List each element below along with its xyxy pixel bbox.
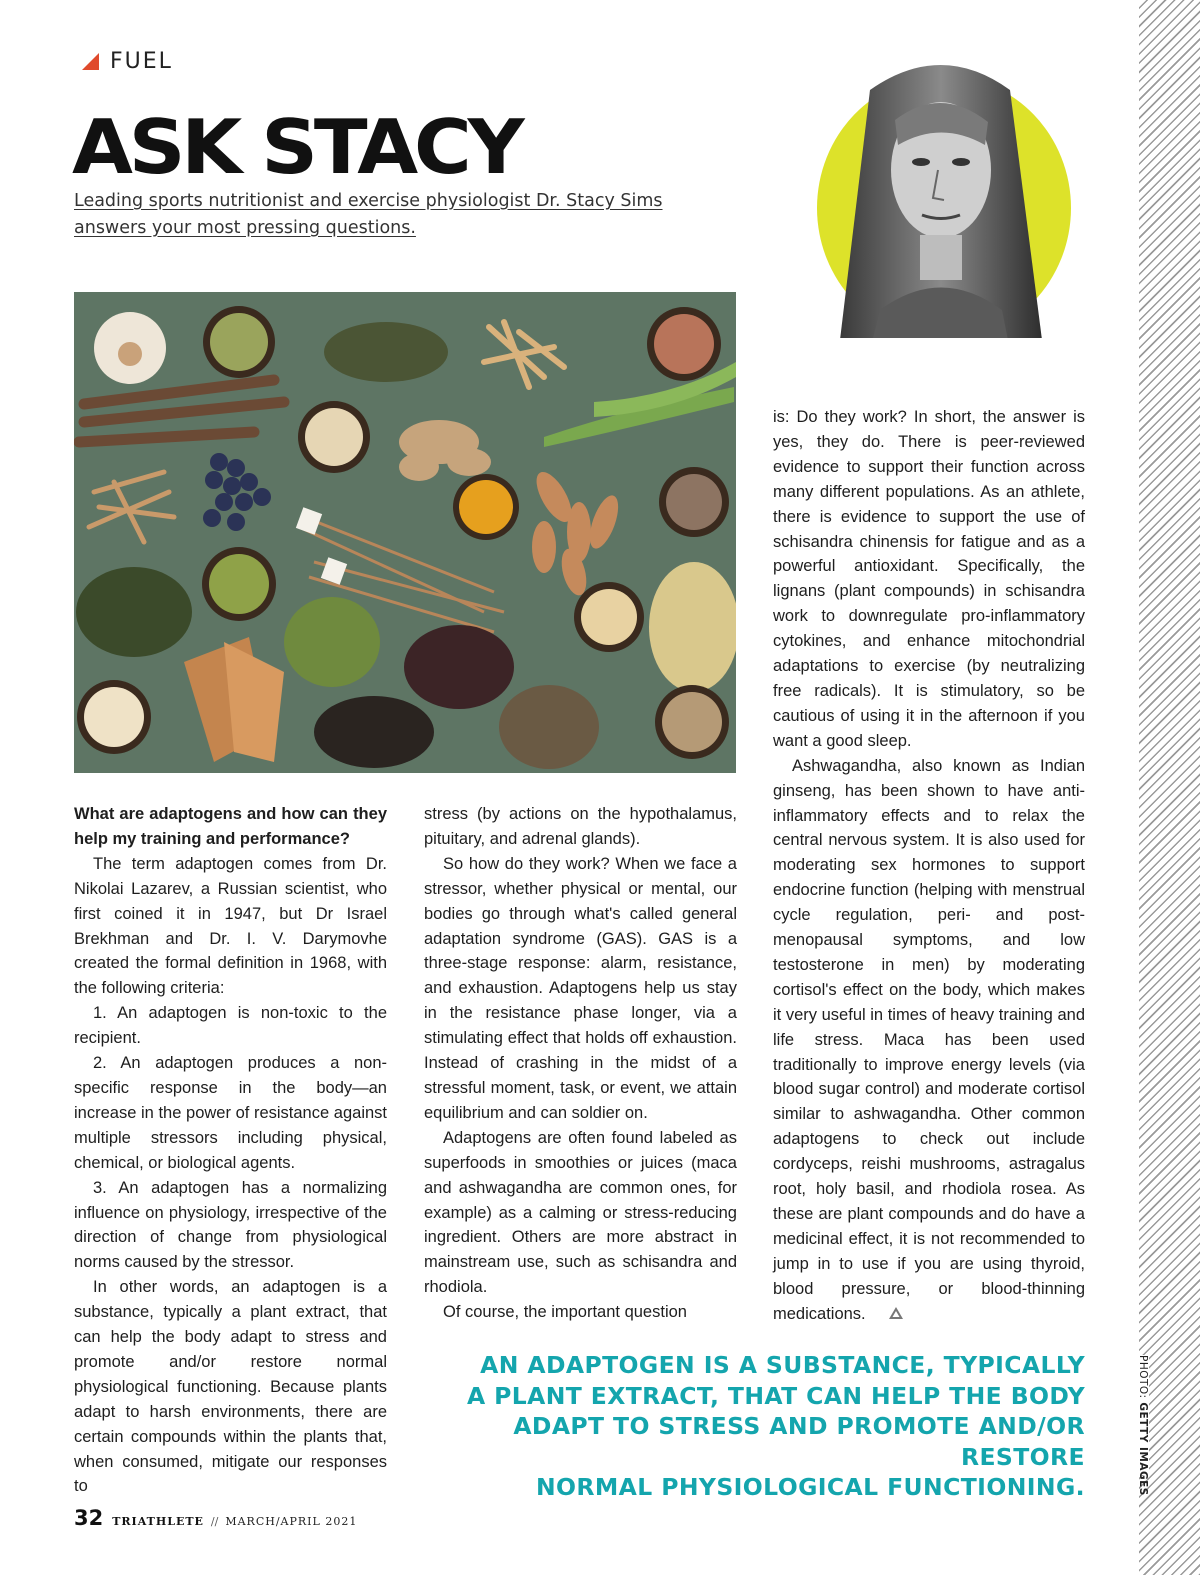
paragraph-text: Ashwagandha, also known as Indian ginseng, has been shown to have anti-inflammatory effects and to relax the central nervous system. It is also used for moderating sex hormones to support endocrine function (helping with menstrual cycle regulation, peri- and post-menopausal symptoms, and low testosterone in men) by moderating cortisol's effect on the body, which makes it very useful in times of heavy training and life stress. Maca has been used traditionally to improve energy levels (via blood sugar control) and moderate cortisol similar to ashwagandha. Other common adaptogens to check out include cordyceps, reishi mushrooms, astragalus root, holy basil, and rhodiola rosea. As these are plant compounds and do have a medicinal effect, it is not recommended to jump in to use if you are using thyroid, blood pressure, or blood-thinning medications. bbox=[773, 756, 1085, 1323]
section-name: FUEL bbox=[110, 49, 173, 74]
pull-quote-line: A PLANT EXTRACT, THAT CAN HELP THE BODY bbox=[466, 1381, 1085, 1410]
section-triangle-icon bbox=[82, 53, 99, 70]
question-heading: What are adaptogens and how can they help my training and performance? bbox=[74, 805, 387, 848]
adaptogen-herbs-photo bbox=[74, 292, 736, 773]
article-column-3 bbox=[773, 405, 1085, 1327]
deck-subtitle: Leading sports nutritionist and exercise physiologist Dr. Stacy Sims answers your most pressing questions. bbox=[74, 191, 663, 238]
paragraph: The term adaptogen comes from Dr. Nikolai Lazarev, a Russian scientist, who first coined it in 1947, but Dr Israel Brekhman and Dr. I. V. Darymovhe created the formal definition in 1968, with the following criteria: bbox=[74, 854, 387, 998]
issue-date: MARCH/APRIL 2021 bbox=[225, 1515, 358, 1528]
paragraph: 3. An adaptogen has a normalizing influence on physiology, irrespective of the direction of change from physiological norms caused by the stressor. bbox=[74, 1178, 387, 1272]
magazine-name: TRIATHLETE bbox=[112, 1515, 204, 1528]
end-mark-icon bbox=[870, 1302, 903, 1327]
page-footer bbox=[74, 1506, 357, 1530]
paragraph: Of course, the important question bbox=[443, 1303, 687, 1322]
pull-quote-line: NORMAL PHYSIOLOGICAL FUNCTIONING. bbox=[535, 1473, 1085, 1501]
paragraph: So how do they work? When we face a stressor, whether physical or mental, our bodies go through what's called general adaptation syndrome (GAS). GAS is a three-stage response: alarm, resistance, and exhaustion. Adaptogens help us stay in the resistance phase longer, via a stimulating effect that holds off exhaustion. Instead of crashing in the midst of a stressful moment, task, or event, we attain equilibrium and can soldier on. bbox=[424, 854, 737, 1122]
author-portrait bbox=[810, 50, 1072, 338]
footer-separator: // bbox=[210, 1515, 219, 1528]
article-column-1 bbox=[74, 802, 387, 1499]
hatched-margin bbox=[1139, 0, 1200, 1575]
paragraph: is: Do they work? In short, the answer is yes, they do. There is peer-reviewed evidence to support their function across many different populations. As an athlete, there is evidence to support the use of schisandra chinensis for fatigue and as a powerful antioxidant. Specifically, the lignans (plant compounds) in schisandra work to downregulate pro-inflammatory cytokines, and enhance mitochondrial adaptations to exercise (by neutralizing free radicals). It is stimulatory, so be cautious of using it in the afternoon if you want a good sleep. bbox=[773, 408, 1085, 750]
photo-credit: PHOTO: GETTY IMAGES bbox=[1131, 1355, 1149, 1475]
page-number: 32 bbox=[74, 1506, 104, 1530]
paragraph: In other words, an adaptogen is a substance, typically a plant extract, that can help the body adapt to stress and promote and/or restore normal physiological functioning. Because plants adapt to harsh environments, there are certain compounds within the plants that, when consumed, mitigate our responses to bbox=[74, 1278, 387, 1496]
paragraph: stress (by actions on the hypothalamus, pituitary, and adrenal glands). bbox=[424, 805, 737, 848]
page-title: ASK STACY bbox=[72, 103, 521, 191]
paragraph: 1. An adaptogen is non-toxic to the recipient. bbox=[74, 1004, 387, 1048]
paragraph: 2. An adaptogen produces a non-specific response in the body—an increase in the power of resistance against multiple stressors including physical, chemical, or biological agents. bbox=[74, 1054, 387, 1172]
paragraph: Adaptogens are often found labeled as superfoods in smoothies or juices (maca and ashwagandha are common ones, for example) as a calming or stress-reducing ingredient. Others are more abstract in mainstream use, such as schisandra and rhodiola. bbox=[424, 1128, 737, 1297]
section-label bbox=[82, 49, 173, 74]
paragraph bbox=[773, 754, 1085, 1327]
pull-quote-line: ADAPT TO STRESS AND PROMOTE AND/OR RESTORE bbox=[513, 1412, 1085, 1471]
article-column-2 bbox=[424, 802, 737, 1325]
pull-quote-line: AN ADAPTOGEN IS A SUBSTANCE, TYPICALLY bbox=[480, 1351, 1085, 1379]
pull-quote bbox=[420, 1350, 1085, 1503]
